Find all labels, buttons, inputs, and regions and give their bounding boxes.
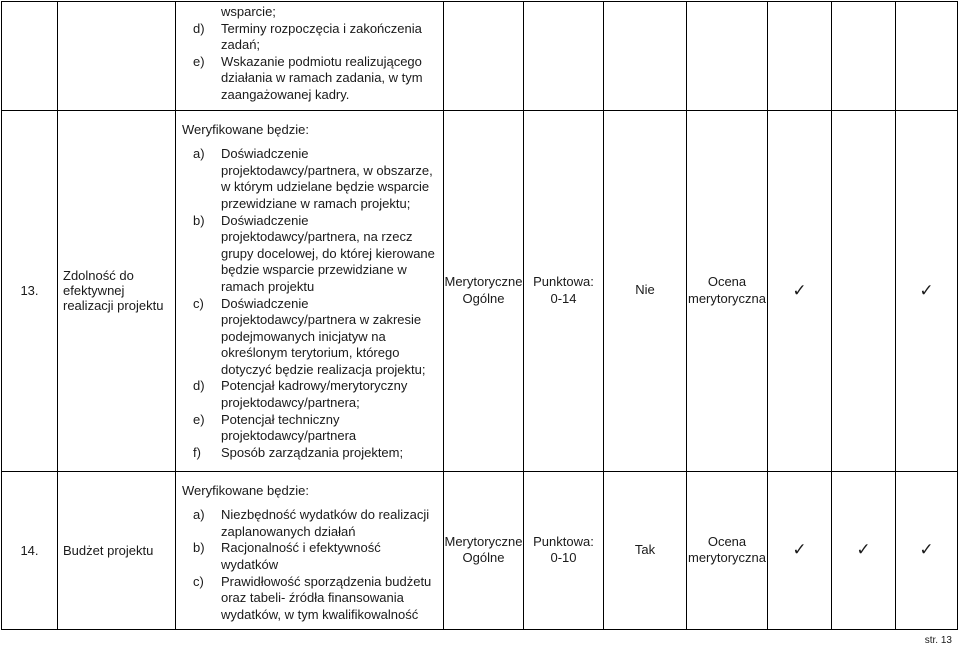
list-item: b) Racjonalność i efektywność wydatków [193,540,381,572]
verification-heading: Weryfikowane będzie: [182,121,309,137]
description-list [182,4,437,104]
list-item: c) Doświadczenie projektodawcy/partnera w zakresie podejmowanych inicjatyw na określonym terytorium, którego dotyczyć będzie realizacja projektu; [193,295,426,377]
check-icon: ✓ [832,471,896,630]
list-item: d) Potencjał kadrowy/merytoryczny projektodawcy/partnera; [193,378,408,411]
cell-number [2,2,58,111]
cell-description [176,2,444,111]
list-item: e) Potencjał techniczny projektodawcy/partnera [193,411,357,444]
check-cell-empty [832,110,896,471]
page-number: str. 13 [924,635,952,646]
criterion-points: Punktowa: 0-10 [524,471,604,630]
table-row [2,471,958,630]
list-item: a) Doświadczenie projektodawcy/partnera, w obszarze, w którym udzielane będzie wsparcie przewidziane w ramach projektu; [193,146,433,211]
criterion-points: Punktowa: 0-14 [524,110,604,471]
criterion-type: Merytoryczne Ogólne [444,110,524,471]
assessment-stage: Ocena merytoryczna [687,471,768,630]
check-icon: ✓ [768,471,832,630]
criterion-type: Merytoryczne Ogólne [444,471,524,630]
row-number: 13. [2,110,58,471]
criteria-table [1,1,958,630]
list-item: b) Doświadczenie projektodawcy/partnera, na rzecz grupy docelowej, do której kierowane będzie wsparcie przewidziane w ramach projektu [193,212,435,294]
list-item: wsparcie; [221,4,276,19]
criterion-flag: Tak [604,471,687,630]
criterion-name: Zdolność do efektywnej realizacji projektu [58,110,176,471]
table-row-continuation [2,2,958,111]
list-item: e) Wskazanie podmiotu realizującego działania w ramach zadania, w tym zaangażowanej kadry. [193,53,423,102]
list-item: f) Sposób zarządzania projektem; [193,444,404,460]
description-list [182,146,437,461]
table-row [2,110,958,471]
cell-description [176,471,444,630]
cell-description [176,110,444,471]
row-number: 14. [2,471,58,630]
check-icon: ✓ [896,110,958,471]
verification-heading: Weryfikowane będzie: [182,482,309,498]
list-item: a) Niezbędność wydatków do realizacji zaplanowanych działań [193,507,430,539]
criterion-name: Budżet projektu [58,471,176,630]
description-list [182,507,437,623]
cell-criterion [58,2,176,111]
check-icon: ✓ [768,110,832,471]
assessment-stage: Ocena merytoryczna [687,110,768,471]
check-icon: ✓ [896,471,958,630]
list-item: d) Terminy rozpoczęcia i zakończenia zadań; [193,20,422,53]
criterion-flag: Nie [604,110,687,471]
list-item: c) Prawidłowość sporządzenia budżetu oraz tabeli- źródła finansowania wydatków, w tym kwalifikowalność [193,573,432,622]
